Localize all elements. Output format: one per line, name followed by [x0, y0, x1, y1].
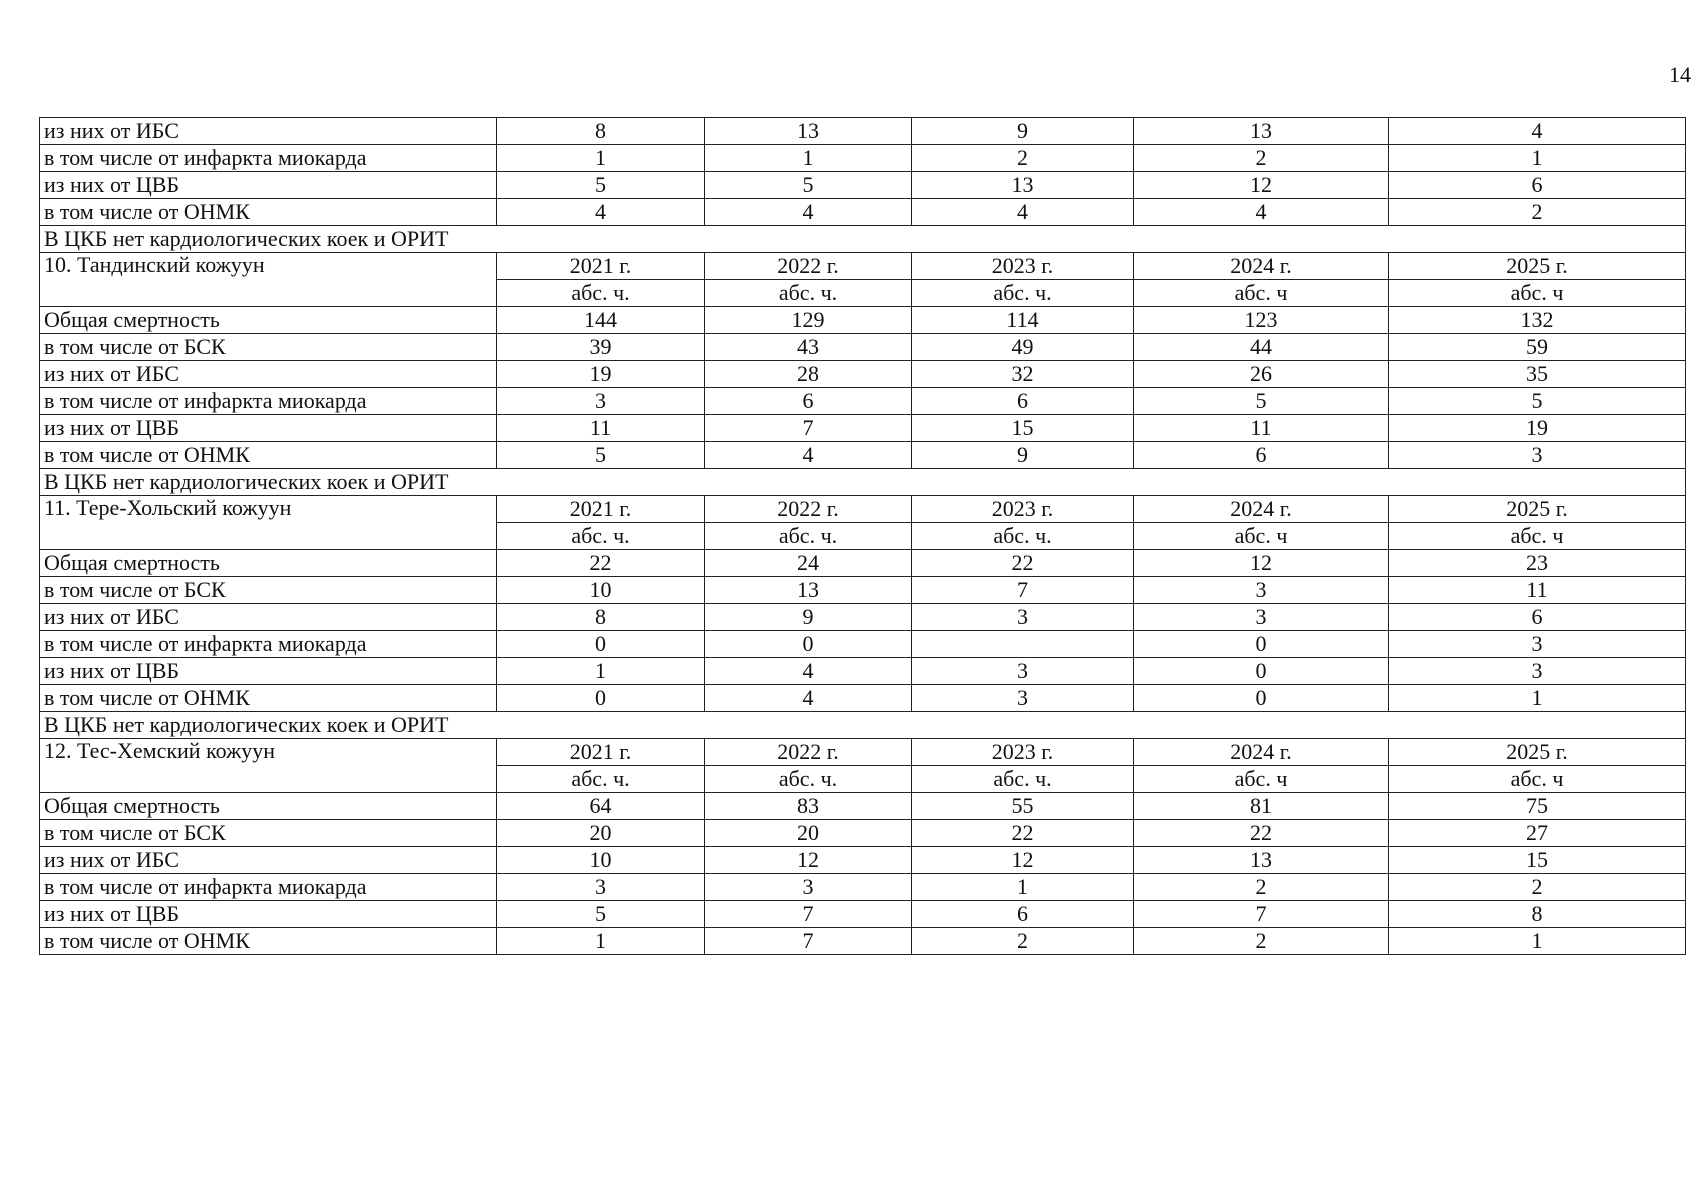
cell-value: 10: [497, 577, 705, 604]
cell-value: 19: [1389, 415, 1686, 442]
unit-header: абс. ч.: [705, 280, 912, 307]
cell-value: 0: [1134, 631, 1389, 658]
cell-value: 3: [912, 685, 1134, 712]
table-row: [40, 820, 1686, 847]
cell-value: 4: [1134, 199, 1389, 226]
region-header-row: [40, 496, 1686, 523]
table-row: [40, 847, 1686, 874]
year-header: 2024 г.: [1134, 496, 1389, 523]
table-row: [40, 793, 1686, 820]
cell-value: 8: [1389, 901, 1686, 928]
cell-value: 6: [1389, 172, 1686, 199]
note-row: [40, 469, 1686, 496]
region-name: 10. Тандинский кожуун: [40, 253, 497, 307]
cell-value: 114: [912, 307, 1134, 334]
region-header-row: [40, 253, 1686, 280]
row-label: из них от ЦВБ: [40, 415, 497, 442]
table-row: [40, 631, 1686, 658]
cell-value: 12: [912, 847, 1134, 874]
row-label: из них от ЦВБ: [40, 658, 497, 685]
year-header: 2023 г.: [912, 739, 1134, 766]
cell-value: 44: [1134, 334, 1389, 361]
cell-value: 13: [705, 118, 912, 145]
table-row: [40, 118, 1686, 145]
cell-value: 4: [705, 658, 912, 685]
cell-value: 12: [1134, 172, 1389, 199]
table-row: [40, 685, 1686, 712]
row-label: в том числе от ОНМК: [40, 442, 497, 469]
cell-value: 12: [1134, 550, 1389, 577]
row-label: Общая смертность: [40, 307, 497, 334]
cell-value: 64: [497, 793, 705, 820]
unit-header: абс. ч.: [705, 523, 912, 550]
cell-value: 59: [1389, 334, 1686, 361]
row-label: из них от ИБС: [40, 118, 497, 145]
cell-value: 1: [497, 145, 705, 172]
year-header: 2023 г.: [912, 253, 1134, 280]
cell-value: 132: [1389, 307, 1686, 334]
cell-value: 27: [1389, 820, 1686, 847]
cell-value: 0: [497, 685, 705, 712]
cell-value: 7: [705, 415, 912, 442]
cell-value: 4: [705, 442, 912, 469]
row-label: из них от ИБС: [40, 847, 497, 874]
cell-value: 10: [497, 847, 705, 874]
cell-value: 9: [705, 604, 912, 631]
cell-value: 3: [497, 388, 705, 415]
table-row: [40, 334, 1686, 361]
cell-value: 7: [705, 901, 912, 928]
cell-value: 12: [705, 847, 912, 874]
unit-header: абс. ч.: [497, 766, 705, 793]
year-header: 2025 г.: [1389, 496, 1686, 523]
cell-value: 15: [1389, 847, 1686, 874]
table-row: [40, 172, 1686, 199]
unit-header: абс. ч.: [497, 523, 705, 550]
cell-value: 1: [497, 928, 705, 955]
cell-value: 23: [1389, 550, 1686, 577]
unit-header: абс. ч.: [912, 523, 1134, 550]
cell-value: 5: [1389, 388, 1686, 415]
unit-header: абс. ч.: [497, 280, 705, 307]
cell-value: 1: [1389, 685, 1686, 712]
cell-value: 3: [912, 658, 1134, 685]
cell-value: 0: [705, 631, 912, 658]
cell-value: 3: [1389, 658, 1686, 685]
unit-header: абс. ч: [1389, 523, 1686, 550]
cell-value: 4: [1389, 118, 1686, 145]
cell-value: 13: [705, 577, 912, 604]
cell-value: 75: [1389, 793, 1686, 820]
year-header: 2022 г.: [705, 496, 912, 523]
cell-value: 3: [1389, 631, 1686, 658]
table-row: [40, 415, 1686, 442]
row-label: в том числе от ОНМК: [40, 928, 497, 955]
note-text: В ЦКБ нет кардиологических коек и ОРИТ: [40, 469, 1686, 496]
cell-value: 55: [912, 793, 1134, 820]
unit-header: абс. ч: [1134, 280, 1389, 307]
row-label: в том числе от инфаркта миокарда: [40, 145, 497, 172]
cell-value: 26: [1134, 361, 1389, 388]
table-row: [40, 388, 1686, 415]
cell-value: 20: [705, 820, 912, 847]
cell-value: 24: [705, 550, 912, 577]
cell-value: 28: [705, 361, 912, 388]
cell-value: 4: [705, 685, 912, 712]
cell-value: 49: [912, 334, 1134, 361]
page-number: 14: [1669, 62, 1691, 87]
row-label: в том числе от инфаркта миокарда: [40, 874, 497, 901]
row-label: в том числе от инфаркта миокарда: [40, 388, 497, 415]
unit-header: абс. ч.: [705, 766, 912, 793]
cell-value: 7: [1134, 901, 1389, 928]
cell-value: 11: [1389, 577, 1686, 604]
cell-value: 5: [497, 901, 705, 928]
cell-value: 6: [1134, 442, 1389, 469]
cell-value: 11: [497, 415, 705, 442]
row-label: в том числе от ОНМК: [40, 685, 497, 712]
cell-value: 123: [1134, 307, 1389, 334]
cell-value: 8: [497, 118, 705, 145]
cell-value: 129: [705, 307, 912, 334]
year-header: 2022 г.: [705, 739, 912, 766]
cell-value: 4: [497, 199, 705, 226]
cell-value: 6: [1389, 604, 1686, 631]
unit-header: абс. ч: [1389, 280, 1686, 307]
cell-value: 32: [912, 361, 1134, 388]
cell-value: 9: [912, 118, 1134, 145]
year-header: 2021 г.: [497, 253, 705, 280]
cell-value: 19: [497, 361, 705, 388]
cell-value: 2: [1134, 874, 1389, 901]
cell-value: 2: [1389, 874, 1686, 901]
table-row: [40, 604, 1686, 631]
cell-value: 1: [1389, 145, 1686, 172]
cell-value: 5: [497, 442, 705, 469]
year-header: 2023 г.: [912, 496, 1134, 523]
row-label: в том числе от БСК: [40, 334, 497, 361]
cell-value: 83: [705, 793, 912, 820]
cell-value: 35: [1389, 361, 1686, 388]
table-row: [40, 550, 1686, 577]
cell-value: 43: [705, 334, 912, 361]
cell-value: 6: [912, 901, 1134, 928]
cell-value: 5: [497, 172, 705, 199]
cell-value: 2: [912, 928, 1134, 955]
cell-value: 1: [912, 874, 1134, 901]
note-text: В ЦКБ нет кардиологических коек и ОРИТ: [40, 712, 1686, 739]
row-label: из них от ЦВБ: [40, 172, 497, 199]
region-header-row: [40, 739, 1686, 766]
cell-value: 11: [1134, 415, 1389, 442]
row-label: в том числе от инфаркта миокарда: [40, 631, 497, 658]
cell-value: 2: [1389, 199, 1686, 226]
region-name: 12. Тес-Хемский кожуун: [40, 739, 497, 793]
cell-value: 22: [497, 550, 705, 577]
year-header: 2021 г.: [497, 739, 705, 766]
cell-value: 1: [705, 145, 912, 172]
region-name: 11. Тере-Хольский кожуун: [40, 496, 497, 550]
note-row: [40, 712, 1686, 739]
table-row: [40, 901, 1686, 928]
table-row: [40, 145, 1686, 172]
cell-value: 20: [497, 820, 705, 847]
year-header: 2025 г.: [1389, 739, 1686, 766]
cell-value: 4: [705, 199, 912, 226]
unit-header: абс. ч: [1134, 523, 1389, 550]
year-header: 2024 г.: [1134, 253, 1389, 280]
row-label: из них от ИБС: [40, 604, 497, 631]
row-label: в том числе от БСК: [40, 820, 497, 847]
cell-value: 13: [1134, 118, 1389, 145]
unit-header: абс. ч: [1389, 766, 1686, 793]
cell-value: 0: [497, 631, 705, 658]
cell-value: [912, 631, 1134, 658]
table-row: [40, 361, 1686, 388]
row-label: Общая смертность: [40, 550, 497, 577]
cell-value: 3: [705, 874, 912, 901]
row-label: в том числе от БСК: [40, 577, 497, 604]
cell-value: 1: [497, 658, 705, 685]
year-header: 2022 г.: [705, 253, 912, 280]
note-row: [40, 226, 1686, 253]
cell-value: 5: [1134, 388, 1389, 415]
cell-value: 3: [1389, 442, 1686, 469]
cell-value: 15: [912, 415, 1134, 442]
cell-value: 144: [497, 307, 705, 334]
unit-header: абс. ч.: [912, 280, 1134, 307]
cell-value: 13: [1134, 847, 1389, 874]
cell-value: 13: [912, 172, 1134, 199]
table-row: [40, 658, 1686, 685]
row-label: Общая смертность: [40, 793, 497, 820]
cell-value: 3: [497, 874, 705, 901]
table-row: [40, 874, 1686, 901]
cell-value: 81: [1134, 793, 1389, 820]
cell-value: 3: [1134, 577, 1389, 604]
cell-value: 2: [1134, 928, 1389, 955]
cell-value: 5: [705, 172, 912, 199]
mortality-table: [39, 117, 1686, 955]
unit-header: абс. ч: [1134, 766, 1389, 793]
cell-value: 6: [705, 388, 912, 415]
table-row: [40, 928, 1686, 955]
cell-value: 7: [705, 928, 912, 955]
cell-value: 0: [1134, 658, 1389, 685]
cell-value: 22: [912, 820, 1134, 847]
cell-value: 3: [1134, 604, 1389, 631]
year-header: 2021 г.: [497, 496, 705, 523]
cell-value: 7: [912, 577, 1134, 604]
cell-value: 1: [1389, 928, 1686, 955]
year-header: 2024 г.: [1134, 739, 1389, 766]
table-row: [40, 442, 1686, 469]
table-row: [40, 307, 1686, 334]
cell-value: 6: [912, 388, 1134, 415]
cell-value: 4: [912, 199, 1134, 226]
cell-value: 0: [1134, 685, 1389, 712]
unit-header: абс. ч.: [912, 766, 1134, 793]
cell-value: 22: [1134, 820, 1389, 847]
row-label: из них от ЦВБ: [40, 901, 497, 928]
cell-value: 39: [497, 334, 705, 361]
cell-value: 2: [1134, 145, 1389, 172]
table-row: [40, 577, 1686, 604]
cell-value: 22: [912, 550, 1134, 577]
cell-value: 8: [497, 604, 705, 631]
table-row: [40, 199, 1686, 226]
row-label: в том числе от ОНМК: [40, 199, 497, 226]
note-text: В ЦКБ нет кардиологических коек и ОРИТ: [40, 226, 1686, 253]
cell-value: 2: [912, 145, 1134, 172]
cell-value: 9: [912, 442, 1134, 469]
cell-value: 3: [912, 604, 1134, 631]
row-label: из них от ИБС: [40, 361, 497, 388]
year-header: 2025 г.: [1389, 253, 1686, 280]
